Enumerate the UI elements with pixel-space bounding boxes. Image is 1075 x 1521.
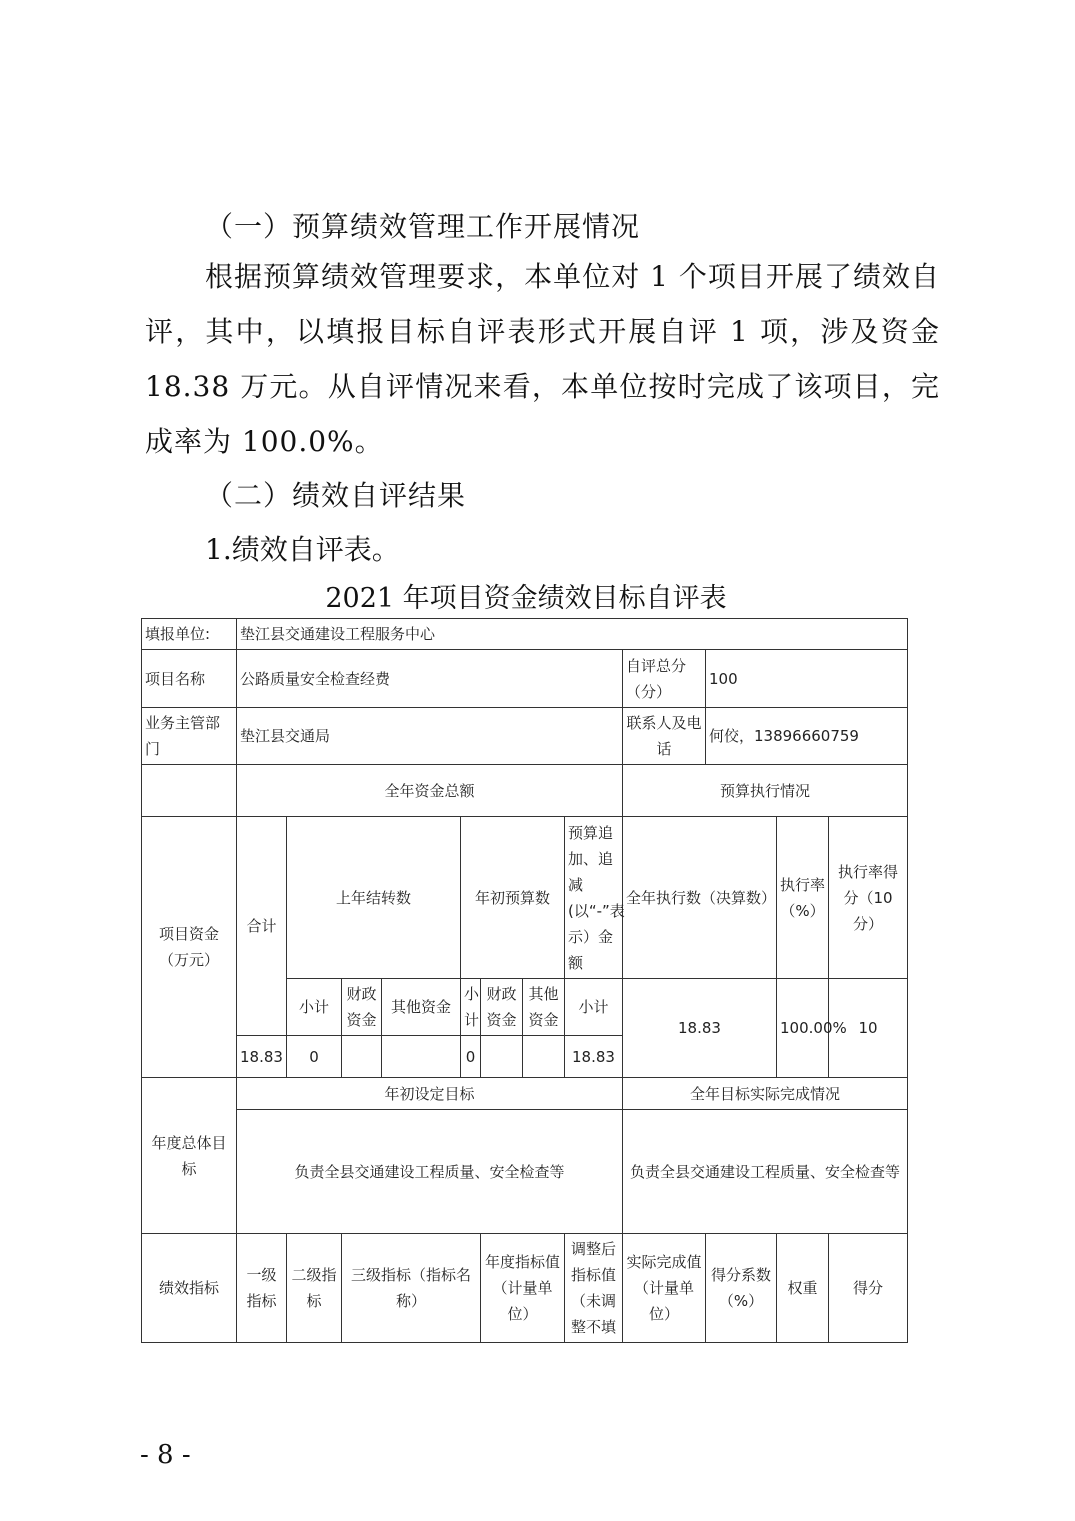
init-fiscal-header: 财政资金 [481,979,523,1036]
col-exec-rate-header: 执行率（%） [777,817,829,979]
section1-heading: （一）预算绩效管理工作开展情况 [205,210,641,243]
carry-other-value [382,1036,461,1078]
goal-actual-header: 全年目标实际完成情况 [623,1078,908,1110]
goal-actual-value: 负责全县交通建设工程质量、安全检查等 [623,1110,908,1234]
indicator-label: 绩效指标 [142,1234,237,1343]
indicator-coefficient-header: 得分系数（%） [706,1234,777,1343]
init-subtotal-header: 小计 [461,979,481,1036]
project-name-value: 公路质量安全检查经费 [237,650,623,708]
init-subtotal-value: 0 [461,1036,481,1078]
indicator-adjusted-value-header: 调整后指标值（未调整不填 [565,1234,623,1343]
section1-paragraph: 根据预算绩效管理要求，本单位对 1 个项目开展了绩效自评，其中，以填报目标自评表形式开展自评 1 项，涉及资金 18.38 万元。从自评情况来看，本单位按时完成了该项目，完成率为 100.0%。 [145,260,940,458]
contact-value: 何佼，13896660759 [706,708,908,765]
indicator-annual-value-header: 年度指标值（计量单位） [481,1234,565,1343]
exec-score-value: 10 [829,979,908,1078]
carry-fiscal-header: 财政资金 [342,979,382,1036]
init-fiscal-value [481,1036,523,1078]
col-exec-amount-header: 全年执行数（决算数） [623,817,777,979]
unit-label: 填报单位: [142,619,237,650]
section2-subheading: 1.绩效自评表。 [205,533,400,566]
total-value: 18.83 [237,1036,287,1078]
init-other-value [523,1036,565,1078]
annual-goal-label: 年度总体目标 [142,1078,237,1234]
budget-execution-header: 预算执行情况 [623,765,908,817]
adjust-subtotal-header: 小计 [565,979,623,1036]
col-total-header: 合计 [237,817,287,1036]
table-title: 2021 年项目资金绩效目标自评表 [325,583,727,614]
project-name-label: 项目名称 [142,650,237,708]
init-other-header: 其他资金 [523,979,565,1036]
adjust-subtotal-value: 18.83 [565,1036,623,1078]
indicator-level2-header: 二级指标 [287,1234,342,1343]
project-funds-label: 项目资金（万元） [142,817,237,1078]
col-adjust-header: 预算追加、追减(以“-”表示）金额 [565,817,623,979]
carry-subtotal-value: 0 [287,1036,342,1078]
goal-set-header: 年初设定目标 [237,1078,623,1110]
indicator-score-header: 得分 [829,1234,908,1343]
department-value: 垫江县交通局 [237,708,623,765]
indicator-weight-header: 权重 [777,1234,829,1343]
self-evaluation-table [141,618,908,1343]
indicator-actual-value-header: 实际完成值（计量单位） [623,1234,706,1343]
carry-fiscal-value [342,1036,382,1078]
col-initial-budget-header: 年初预算数 [461,817,565,979]
col-exec-score-header: 执行率得分（10 分） [829,817,908,979]
department-label: 业务主管部门 [142,708,237,765]
empty-cell [142,765,237,817]
carry-subtotal-header: 小计 [287,979,342,1036]
contact-label: 联系人及电话 [623,708,706,765]
total-score-value: 100 [706,650,908,708]
page-number: - 8 - [140,1440,191,1470]
indicator-level3-header: 三级指标（指标名称） [342,1234,481,1343]
col-carryover-header: 上年结转数 [287,817,461,979]
section2-heading: （二）绩效自评结果 [205,479,467,512]
unit-value: 垫江县交通建设工程服务中心 [237,619,908,650]
indicator-level1-header: 一级指标 [237,1234,287,1343]
goal-set-value: 负责全县交通建设工程质量、安全检查等 [237,1110,623,1234]
total-score-label: 自评总分（分） [623,650,706,708]
carry-other-header: 其他资金 [382,979,461,1036]
total-funds-header: 全年资金总额 [237,765,623,817]
exec-rate-value: 100.00% [777,979,829,1078]
exec-amount-value: 18.83 [623,979,777,1078]
